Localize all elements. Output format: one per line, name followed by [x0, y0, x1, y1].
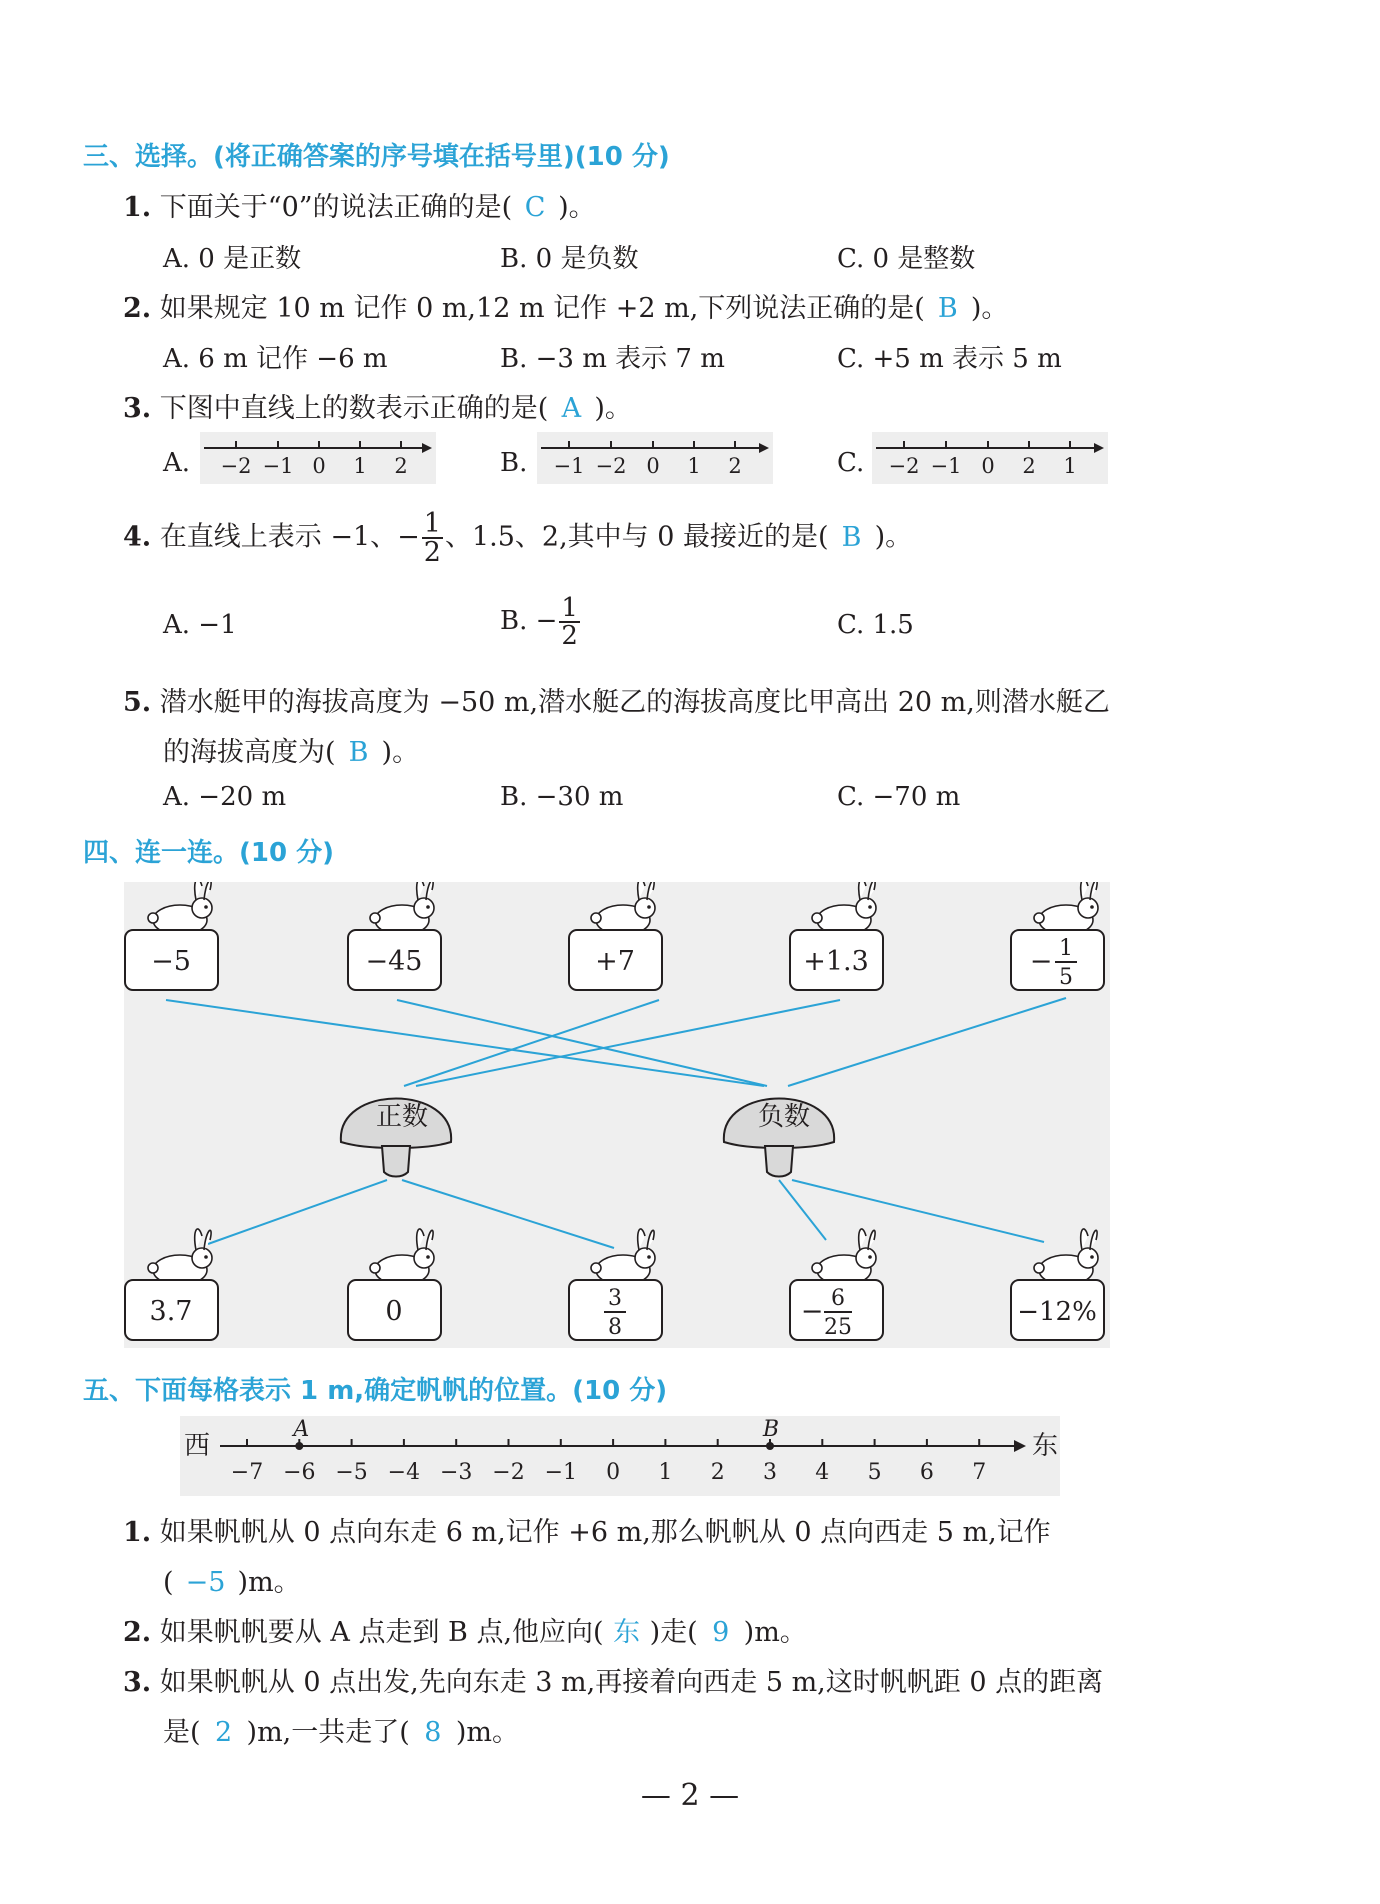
tick-label: 1	[687, 454, 701, 478]
answer: B	[841, 521, 862, 553]
q5	[123, 680, 1110, 719]
tick-label: 2	[394, 454, 408, 478]
tick-label: 0	[312, 454, 326, 478]
card-value: 0	[385, 1296, 403, 1327]
option-b-label: B. −	[500, 606, 558, 636]
tick-label: 1	[658, 1460, 673, 1485]
tick-label: −2	[888, 454, 920, 478]
option-c-letter: C.	[837, 448, 865, 478]
tick-label: 2	[1022, 454, 1036, 478]
tick-label: −2	[492, 1460, 525, 1485]
tick-label: −5	[335, 1460, 368, 1485]
option-a: A. −20 m	[163, 782, 287, 812]
q-text: 下面关于“0”的说法正确的是(	[159, 192, 513, 223]
s5-q3	[123, 1660, 1103, 1699]
option-b-letter: B.	[500, 448, 528, 478]
tick-labels	[231, 1460, 986, 1485]
option-c: C. +5 m 表示 5 m	[837, 344, 1062, 374]
point-b-label: B	[762, 1417, 780, 1442]
card-value: −12%	[1017, 1297, 1097, 1327]
q-num: 2.	[123, 293, 152, 324]
numerator: 1	[423, 508, 441, 539]
tick-label: −2	[595, 454, 627, 478]
q-text-end: )m。	[237, 1567, 301, 1598]
answer: C	[524, 192, 546, 223]
card-value: +1.3	[803, 946, 869, 977]
option-b: B. −3 m 表示 7 m	[500, 344, 725, 374]
answer: −5	[185, 1567, 226, 1598]
q-text: 的海拔高度为(	[163, 737, 336, 768]
option-b: B. −30 m	[500, 782, 624, 812]
q-num: 3.	[123, 1667, 152, 1698]
q3	[123, 386, 632, 425]
tick-label: −2	[220, 454, 252, 478]
tick-label: 0	[981, 454, 995, 478]
point-a-marker	[295, 1442, 303, 1450]
card-value-sign: −	[800, 1296, 824, 1327]
option-c: C. 0 是整数	[837, 244, 976, 274]
tick-label: 4	[815, 1460, 830, 1485]
q-num: 2.	[123, 1617, 152, 1648]
fraction	[559, 595, 580, 649]
answer-direction: 东	[613, 1617, 641, 1648]
option-a: A. −1	[163, 610, 237, 640]
tick-label: 0	[646, 454, 660, 478]
section3-title: 三、选择。(将正确答案的序号填在括号里)(10 分)	[83, 142, 670, 172]
tick-label: −7	[230, 1460, 264, 1485]
q-text-end: )。	[874, 521, 913, 553]
east-label: 东	[1032, 1431, 1059, 1461]
numerator: 1	[561, 593, 578, 623]
mushroom-label: 负数	[757, 1102, 811, 1132]
tick-label: 1	[1063, 454, 1077, 478]
q-text: 在直线上表示 −1、−	[159, 521, 420, 553]
direction-number-line	[180, 1416, 1060, 1496]
q4	[123, 510, 912, 566]
tick-label: −6	[283, 1460, 316, 1485]
answer: A	[561, 393, 582, 424]
q-text: 是(	[163, 1717, 201, 1748]
q-text-end: )m。	[455, 1717, 519, 1748]
option-c: C. −70 m	[837, 782, 961, 812]
q-text-end: )。	[594, 393, 632, 424]
numerator: 6	[831, 1286, 845, 1311]
q-text: 如果规定 10 m 记作 0 m,12 m 记作 +2 m,下列说法正确的是(	[159, 293, 925, 324]
q-text: )m,一共走了(	[246, 1717, 410, 1748]
denominator: 25	[824, 1315, 852, 1340]
answer: B	[937, 293, 958, 324]
tick-label: 7	[972, 1460, 987, 1485]
point-b-marker	[766, 1442, 774, 1450]
q-text: 如果帆帆从 0 点出发,先向东走 3 m,再接着向西走 5 m,这时帆帆距 0 点的距离	[159, 1667, 1104, 1698]
q5-line2	[163, 730, 419, 769]
q-text-end: )。	[558, 192, 596, 223]
q2	[123, 286, 1008, 325]
numerator: 3	[608, 1286, 622, 1311]
point-a-label: A	[293, 1417, 310, 1442]
q-text: 潜水艇甲的海拔高度为 −50 m,潜水艇乙的海拔高度比甲高出 20 m,则潜水艇乙	[159, 687, 1110, 718]
denominator: 2	[561, 621, 578, 651]
q-text-end: )。	[381, 737, 420, 768]
option-a: A. 0 是正数	[163, 244, 302, 274]
tick-label: −1	[544, 1460, 578, 1485]
numerator: 1	[1059, 936, 1073, 961]
s5-q3-line2	[163, 1710, 519, 1749]
tick-label: 0	[606, 1460, 621, 1485]
tick-label: 1	[353, 454, 367, 478]
q-text: 如果帆帆要从 A 点走到 B 点,他应向(	[159, 1617, 604, 1648]
west-label: 西	[184, 1431, 211, 1461]
mushroom-label: 正数	[375, 1102, 429, 1132]
tick-label: 5	[867, 1460, 882, 1485]
number-line-a	[200, 432, 436, 484]
section4-title: 四、连一连。(10 分)	[83, 838, 334, 868]
q-num: 5.	[123, 687, 152, 718]
number-line-c	[872, 432, 1108, 484]
option-b: B. 0 是负数	[500, 244, 639, 274]
tick-label: −1	[553, 454, 585, 478]
denominator: 8	[608, 1315, 622, 1340]
fraction	[422, 510, 443, 566]
q-text-end: )。	[970, 293, 1009, 324]
q-num: 1.	[123, 1517, 152, 1548]
denominator: 2	[423, 537, 441, 568]
card-value: 3.7	[149, 1296, 193, 1327]
tick-label: 6	[919, 1460, 934, 1485]
s5-q1	[123, 1510, 1051, 1549]
s5-q2	[123, 1610, 807, 1649]
option-c: C. 1.5	[837, 610, 914, 640]
section5-title: 五、下面每格表示 1 m,确定帆帆的位置。(10 分)	[83, 1376, 668, 1406]
tick-label: 2	[728, 454, 742, 478]
q-num: 4.	[123, 521, 152, 553]
q-num: 3.	[123, 393, 152, 424]
answer: B	[348, 737, 369, 768]
tick-label: −4	[387, 1460, 421, 1485]
tick-label: −1	[930, 454, 962, 478]
matching-diagram	[124, 882, 1110, 1348]
q1	[123, 185, 596, 224]
card-value: +7	[595, 946, 635, 977]
q-text-end: )m。	[743, 1617, 807, 1648]
q-text: (	[163, 1567, 174, 1598]
page-number: — 2 —	[640, 1778, 740, 1813]
option-a: A. 6 m 记作 −6 m	[163, 344, 388, 374]
card-value-sign: −	[1029, 946, 1053, 977]
s5-q1-line2	[163, 1560, 301, 1599]
option-b	[500, 595, 582, 649]
number-line-b	[537, 432, 773, 484]
card-value: −45	[365, 946, 423, 977]
option-a-letter: A.	[163, 448, 191, 478]
q-text-mid: 、1.5、2,其中与 0 最接近的是(	[444, 521, 829, 553]
tick-label: −1	[262, 454, 294, 478]
answer-distance: 9	[712, 1617, 730, 1648]
q-num: 1.	[123, 192, 152, 223]
q-text: )走(	[649, 1617, 698, 1648]
tick-label: 3	[763, 1460, 777, 1485]
answer-distance: 2	[214, 1717, 233, 1748]
q-text: 下图中直线上的数表示正确的是(	[159, 393, 549, 424]
q-text: 如果帆帆从 0 点向东走 6 m,记作 +6 m,那么帆帆从 0 点向西走 5 m,记作	[159, 1517, 1051, 1548]
tick-label: −3	[439, 1460, 473, 1485]
denominator: 5	[1059, 965, 1073, 990]
answer-total: 8	[424, 1717, 442, 1748]
tick-label: 2	[710, 1460, 725, 1485]
card-value: −5	[151, 946, 191, 977]
